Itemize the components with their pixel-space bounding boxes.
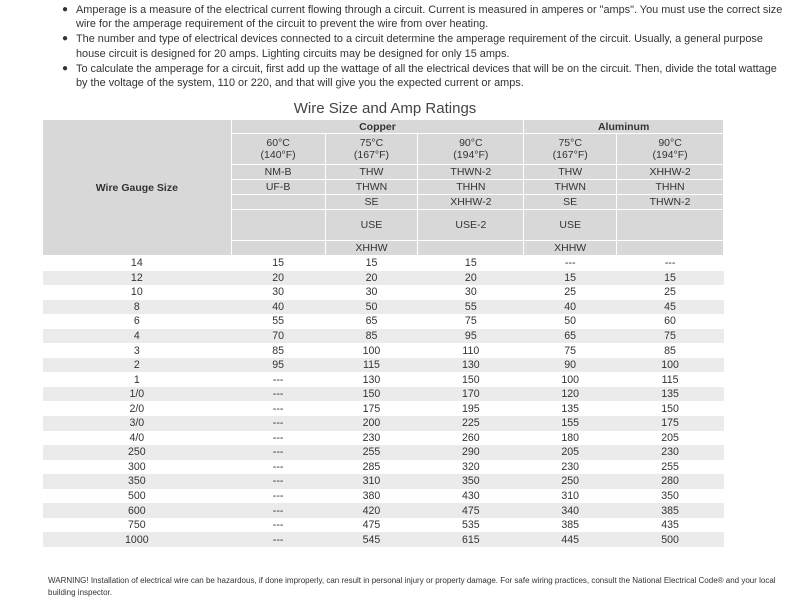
table-title: Wire Size and Amp Ratings [293,100,477,117]
amp-cell: 75 [464,315,477,328]
bullet-text: To calculate the amperage for a circuit, first add up the wattage of all the electrical devices that will be on the circuit. Then, divide the total wattage by the voltage of the system, 110 or 220, and that will give you the expected current or amps. [76,62,777,90]
amp-cell: --- [272,490,284,503]
amp-cell: 40 [231,300,325,315]
insulation-cell: XHHW-2 [418,195,524,210]
amp-cell: 180 [561,431,580,444]
amp-cell: 110 [462,344,480,357]
table-row [43,329,724,344]
amp-cell: 135 [617,387,724,402]
gauge-cell: 14 [130,257,143,270]
amp-cell: 55 [418,300,524,315]
amp-cell: 60 [664,315,676,328]
amp-cell: 445 [524,532,617,547]
info-bullet-list [62,3,787,91]
amp-cell: 95 [231,358,325,373]
amp-cell: 30 [365,286,378,299]
gauge-cell: 1000 [43,532,232,547]
table-body [43,256,724,547]
bullet-text: Amperage is a measure of the electrical current flowing through a circuit. Current is measured in amperes or "amps". You must use the correct size wire for the amperage requirement of the circuit to prevent the wire from over heating. [76,4,783,31]
amp-cell: --- [272,519,284,532]
amp-cell: 420 [325,503,418,518]
gauge-size-header: Wire Gauge Size [43,120,232,256]
insulation-cell: XHHW-2 [617,165,724,180]
amp-cell: 75 [617,329,724,344]
amp-cell: --- [664,257,676,270]
amp-cell: 115 [325,358,418,373]
amp-cell: 85 [272,344,284,357]
gauge-cell: 4 [43,329,232,344]
amp-cell: 255 [325,445,418,460]
amp-cell: 175 [362,402,381,415]
amp-cell: 385 [617,503,724,518]
amp-cell: 285 [362,460,381,473]
amp-cell: 200 [325,416,418,431]
amp-cell: 20 [231,271,325,286]
gauge-cell: 1 [133,373,140,386]
amp-cell: 230 [561,460,580,473]
insulation-cell: NM-B [231,165,325,180]
amp-cell: 20 [418,271,524,286]
amp-cell: 230 [617,445,724,460]
amp-cell: 340 [524,503,617,518]
insulation-cell [231,210,325,241]
table-row [43,256,724,271]
table-row [43,474,724,489]
insulation-cell: THHN [617,180,724,195]
amp-cell: 70 [231,329,325,344]
amp-cell: 25 [564,286,577,299]
amp-cell: 15 [464,257,477,270]
table-row [43,460,724,475]
wire-amp-table [42,119,724,547]
gauge-cell: 8 [43,300,232,315]
amp-cell: 195 [461,402,480,415]
table-row [43,372,724,387]
gauge-cell: 4/0 [129,431,145,444]
table-row [43,314,724,329]
amp-cell: --- [272,373,284,386]
amp-cell: 15 [272,257,284,270]
temp-header: 90°C (194°F) [617,134,724,165]
insulation-cell: USE-2 [418,210,524,241]
table-header-row [43,120,724,134]
gauge-cell: 3 [133,344,140,357]
bullet-icon: ● [62,4,69,15]
insulation-cell: THWN [325,180,418,195]
insulation-cell: THWN [524,180,617,195]
amp-cell: 155 [524,416,617,431]
amp-cell: --- [272,431,284,444]
amp-cell: 85 [325,329,418,344]
amp-cell: --- [564,257,576,270]
gauge-cell: 300 [127,460,146,473]
amp-cell: 15 [617,271,724,286]
amp-cell: 150 [325,387,418,402]
gauge-cell: 12 [43,271,232,286]
amp-cell: 500 [617,532,724,547]
table-row [43,532,724,547]
temp-header: 75°C (167°F) [325,134,418,165]
amp-cell: --- [231,445,325,460]
amp-cell: 95 [418,329,524,344]
bullet-icon: ● [62,33,69,45]
table-row [43,358,724,373]
gauge-cell: 350 [43,474,232,489]
table-row [43,503,724,518]
amp-cell: 50 [325,300,418,315]
amp-cell: 130 [418,358,524,373]
gauge-cell: 10 [130,286,143,299]
amp-cell: 475 [362,519,381,532]
amp-cell: 100 [561,373,580,386]
gauge-cell: 750 [127,519,146,532]
table-row [43,343,724,358]
insulation-cell: THW [524,165,617,180]
insulation-cell: THWN-2 [418,165,524,180]
amp-cell: --- [231,532,325,547]
amp-cell: --- [272,402,284,415]
temp-header: 75°C (167°F) [524,134,617,165]
gauge-cell: 250 [43,445,232,460]
table-row [43,416,724,431]
amp-cell: 290 [418,445,524,460]
amp-cell: 120 [524,387,617,402]
gauge-cell: 1/0 [43,387,232,402]
gauge-cell: 500 [127,490,146,503]
table-row [43,285,724,300]
amp-cell: --- [272,460,284,473]
bullet-item [62,62,787,90]
gauge-cell: 3/0 [43,416,232,431]
amp-cell: 385 [561,519,580,532]
temp-header: 90°C (194°F) [418,134,524,165]
amp-cell: 150 [661,402,679,415]
table-row [43,387,724,402]
table-row [43,518,724,533]
insulation-cell: SE [325,195,418,210]
insulation-cell: USE [325,210,418,241]
amp-cell: 75 [564,344,577,357]
amp-cell: 545 [325,532,418,547]
copper-header: Copper [231,120,524,134]
amp-cell: 100 [617,358,724,373]
table-row [43,271,724,286]
insulation-cell: XHHW [325,241,418,256]
insulation-cell [617,210,724,241]
amp-cell: 255 [661,460,679,473]
amp-cell: 45 [617,300,724,315]
amp-cell: 115 [661,373,679,386]
gauge-cell: 600 [43,503,232,518]
table-row [43,431,724,446]
amp-cell: 25 [664,286,676,299]
amp-cell: 260 [461,431,480,444]
bullet-item [62,32,787,60]
gauge-cell: 6 [133,315,140,328]
amp-cell: 20 [325,271,418,286]
amp-cell: 90 [524,358,617,373]
amp-cell: 535 [461,519,480,532]
amp-cell: 100 [362,344,381,357]
amp-cell: --- [231,387,325,402]
amp-cell: 170 [418,387,524,402]
insulation-cell [617,241,724,256]
temp-header: 60°C (140°F) [231,134,325,165]
amp-cell: 175 [617,416,724,431]
amp-cell: 205 [524,445,617,460]
amp-cell: --- [231,474,325,489]
insulation-cell [231,195,325,210]
amp-cell: 30 [464,286,477,299]
amp-cell: 85 [664,344,676,357]
bullet-icon: ● [62,62,69,74]
table-row [43,445,724,460]
warning-notice: WARNING! Installation of electrical wire can be hazardous, if done improperly, can result in personal injury or property damage. For safe wiring practices, consult the National Electrical Code® and your local building inspector. [48,576,776,597]
amp-cell: 225 [418,416,524,431]
amp-cell: 130 [362,373,381,386]
insulation-cell [231,241,325,256]
gauge-cell: 2/0 [129,402,145,415]
amp-cell: 615 [418,532,524,547]
table-row [43,300,724,315]
amp-cell: 250 [524,474,617,489]
amp-cell: 40 [524,300,617,315]
insulation-cell [418,241,524,256]
amp-cell: 135 [561,402,580,415]
insulation-cell: XHHW [524,241,617,256]
amp-cell: 30 [272,286,284,299]
amp-cell: 350 [418,474,524,489]
amp-cell: 50 [564,315,577,328]
bullet-text: The number and type of electrical devices connected to a circuit determine the amperage requirement of the circuit. Usually, a general purpose house circuit is designed for 20 amps. Lighting circuits may be designed for only 15 amps. [76,33,763,60]
amp-cell: 320 [461,460,480,473]
amp-cell: 280 [617,474,724,489]
aluminum-header: Aluminum [524,120,724,134]
amp-cell: 310 [325,474,418,489]
insulation-cell: THWN-2 [617,195,724,210]
amp-cell: 230 [362,431,381,444]
gauge-cell: 2 [43,358,232,373]
amp-cell: 310 [561,490,580,503]
bullet-item [62,3,787,31]
amp-cell: --- [231,503,325,518]
table-row [43,489,724,504]
amp-cell: 65 [365,315,378,328]
insulation-cell: USE [524,210,617,241]
amp-cell: 55 [272,315,284,328]
amp-cell: 430 [461,490,480,503]
insulation-cell: UF-B [231,180,325,195]
insulation-cell: SE [524,195,617,210]
amp-cell: 350 [661,490,679,503]
amp-cell: 65 [524,329,617,344]
amp-cell: 15 [365,257,378,270]
amp-cell: 205 [661,431,679,444]
amp-cell: --- [231,416,325,431]
amp-cell: 475 [418,503,524,518]
amp-cell: 150 [461,373,480,386]
amp-cell: 15 [524,271,617,286]
insulation-cell: THW [325,165,418,180]
amp-cell: 380 [362,490,381,503]
table-row [43,401,724,416]
insulation-cell: THHN [418,180,524,195]
amp-cell: 435 [661,519,679,532]
